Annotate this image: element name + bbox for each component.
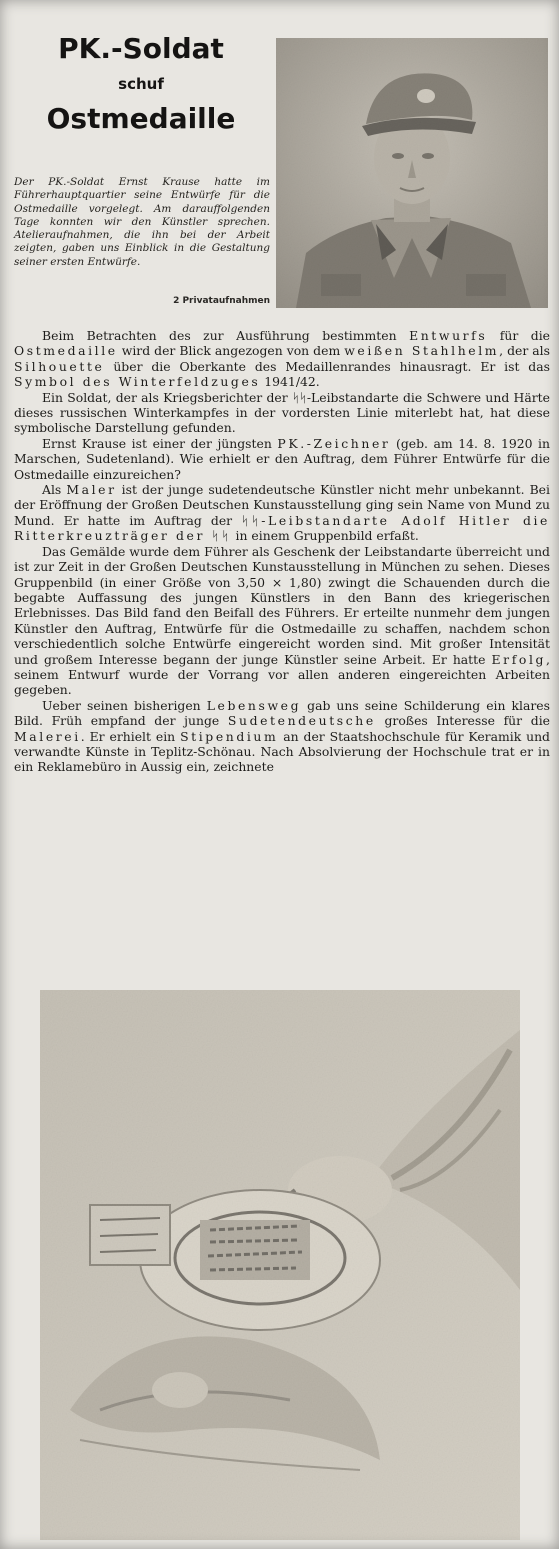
headline-line-1: PK.-Soldat <box>58 32 224 65</box>
paragraph-6: Ueber seinen bisherigen Lebensweg gab uns seine Schilderung ein klares Bild. Früh empfand der junge Sudetendeutsche großes Interesse für die Malerei. Er erhielt ein Stipendium an der Staatshochschule für Keramik und verwandte Künste in Teplitz-Schönau. Nach Absolvierung der Hochschule trat er in ein Reklamebüro in Aussig ein, zeichnete <box>14 697 550 775</box>
paragraph-5: Das Gemälde wurde dem Führer als Geschenk der Leibstandarte überreicht und ist zur Zeit in der Großen Deutschen Kunstausstellung in München zu sehen. Dieses Gruppenbild (in einer Größe von 3,50 × 1,80) zwingt die Schauenden durch die begabte Auffassung des jungen Künstlers in den Bann des kriegerischen Erlebnisses. Das Bild fand den Beifall des Führers. Er erteilte nunmehr dem jungen Künstler den Auftrag, Entwürfe für die Ostmedaille zu schaffen, nachdem schon verschiedentlich solche Entwürfe eingereicht worden sind. Mit großer Intensität und großem Interesse begann der junge Künstler seine Arbeit. Er hatte Erfolg, seinem Entwurf wurde der Vorrang vor allen anderen eingereichten Arbeiten gegeben. <box>14 543 550 698</box>
soldier-portrait-photo <box>276 38 548 308</box>
paragraph-4: Als Maler ist der junge sudetendeutsche Künstler nicht mehr unbekannt. Bei der Eröffnung der Großen Deutschen Kunstausstellung ging sein Name von Mund zu Mund. Er hatte im Auftrag der ᛋᛋ-Leibstandarte Adolf Hitler die Ritterkreuzträger der ᛋᛋ in einem Gruppenbild erfaßt. <box>14 482 550 544</box>
artist-at-work-photo <box>40 990 520 1540</box>
paragraph-1: Beim Betrachten des zur Ausführung bestimmten Entwurfs für die Ostmedaille wird der Blick angezogen von dem weißen Stahlhelm, der als Silhouette über die Oberkante des Medaillenrandes hinausragt. Er ist das Symbol des Winterfeldzuges 1941/42. <box>14 328 551 390</box>
paragraph-3: Ernst Krause ist einer der jüngsten PK.-Zeichner (geb. am 14. 8. 1920 in Marschen, Sudetenland). Wie erhielt er den Auftrag, dem Führer Entwürfe für die Ostmedaille einzureichen? <box>14 435 550 482</box>
headline <box>12 32 270 136</box>
photo-credit: 2 Privataufnahmen <box>173 296 270 306</box>
paragraph-2: Ein Soldat, der als Kriegsberichter der ᛋᛋ-Leibstandarte die Schwere und Härte dieses russischen Winterkampfes in der vordersten Linie miterlebt hat, hat diese symbolische Darstellung gefunden. <box>14 389 550 436</box>
photo-caption: Der PK.-Soldat Ernst Krause hatte im Führerhauptquartier seine Entwürfe für die Ostmedaille vorgelegt. Am darauffolgenden Tage konnten wir den Künstler sprechen. Atelieraufnahmen, die ihn bei der Arbeit zeigten, gaben uns Einblick in die Gestaltung seiner ersten Entwürfe. <box>14 176 270 268</box>
headline-line-2: schuf <box>118 75 164 93</box>
article-body <box>14 328 550 775</box>
headline-line-3: Ostmedaille <box>46 102 236 135</box>
